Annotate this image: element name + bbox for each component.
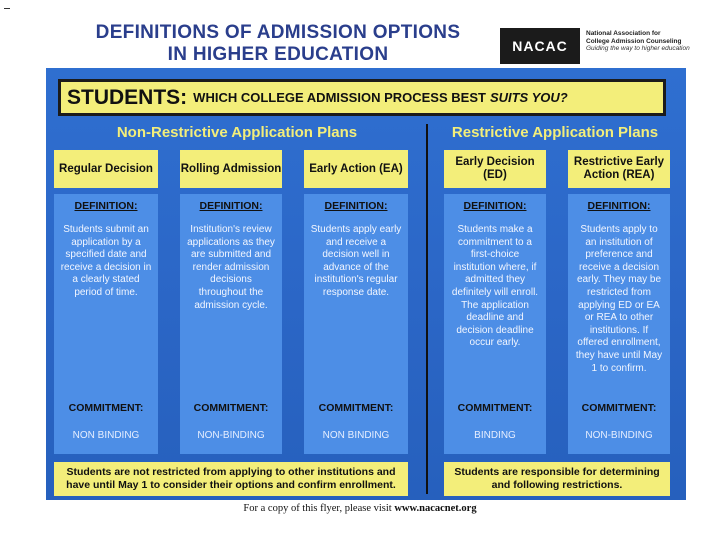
footnote-non-restrictive: Students are not restricted from applying to other institutions and have until May 1 to consider their options and confirm enrollment. [54,462,408,496]
group-divider [426,124,428,494]
group-title-restrictive: Restrictive Application Plans [451,124,659,141]
definition-text: Institution's review applications as they are submitted and render admission decisions throughout the admission cycle. [187,224,275,311]
commitment-label: COMMITMENT: [68,402,144,414]
corner-mark [4,8,10,9]
definition-label: DEFINITION: [74,200,138,212]
logo-org-name [586,30,706,53]
definition-text: Students submit an application by a specified date and receive a decision in a clearly stated period of time. [60,224,152,298]
question-banner [58,79,666,116]
column-body-early-decision [444,194,546,454]
commitment-value: BINDING [474,430,516,441]
logo-org-line-1: National Association for [586,30,661,37]
footnote-restrictive: Students are responsible for determining and following restrictions. [444,462,670,496]
logo-tagline: Guiding the way to higher education [586,45,690,52]
column-body-rolling-admission [180,194,282,454]
commitment-label: COMMITMENT: [193,402,269,414]
commitment-value: NON BINDING [72,430,140,441]
definition-label: DEFINITION: [463,200,527,212]
column-header-restrictive-early-action: Restrictive Early Action (REA) [568,150,670,188]
banner-lead: STUDENTS: [67,85,188,109]
page-title [78,22,478,66]
banner-emphasis: SUITS YOU? [489,90,568,105]
page-title-line-1: DEFINITIONS OF ADMISSION OPTIONS [95,22,461,43]
logo-mark: NACAC [512,38,568,54]
commitment-value: NON BINDING [322,430,390,441]
definition-label: DEFINITION: [587,200,651,212]
banner-question: WHICH COLLEGE ADMISSION PROCESS BEST [193,90,486,105]
definition-label: DEFINITION: [324,200,388,212]
nacac-logo [500,28,580,64]
group-title-non-restrictive: Non-Restrictive Application Plans [116,124,358,141]
logo-org-line-2: College Admission Counseling [586,37,682,45]
commitment-value: NON-BINDING [585,430,653,441]
commitment-label: COMMITMENT: [581,402,657,414]
definition-label: DEFINITION: [199,200,263,212]
column-body-restrictive-early-action [568,194,670,454]
flyer-copy-line [0,503,720,514]
page-title-line-2: IN HIGHER EDUCATION [167,44,389,65]
column-header-early-decision: Early Decision (ED) [444,150,546,188]
definition-text: Students apply early and receive a decision well in advance of the institution's regular response date. [310,224,402,298]
definition-text: Students apply to an institution of preference and receive a decision early. They may be restricted from applying ED or EA or REA to other institutions. If offered enrollment, they have until May 1 to confirm. [575,224,663,374]
flyer-copy-prefix: For a copy of this flyer, please visit [243,503,392,514]
commitment-label: COMMITMENT: [457,402,533,414]
column-body-regular-decision [54,194,158,454]
column-header-rolling-admission: Rolling Admission [180,150,282,188]
column-body-early-action [304,194,408,454]
column-header-early-action: Early Action (EA) [304,150,408,188]
commitment-value: NON-BINDING [197,430,265,441]
commitment-label: COMMITMENT: [318,402,394,414]
website-link[interactable]: www.nacacnet.org [394,503,477,514]
column-header-regular-decision: Regular Decision [54,150,158,188]
definition-text: Students make a commitment to a first-choice institution where, if admitted they definitely will enroll. The application deadline and decision deadline occur early. [451,224,539,349]
